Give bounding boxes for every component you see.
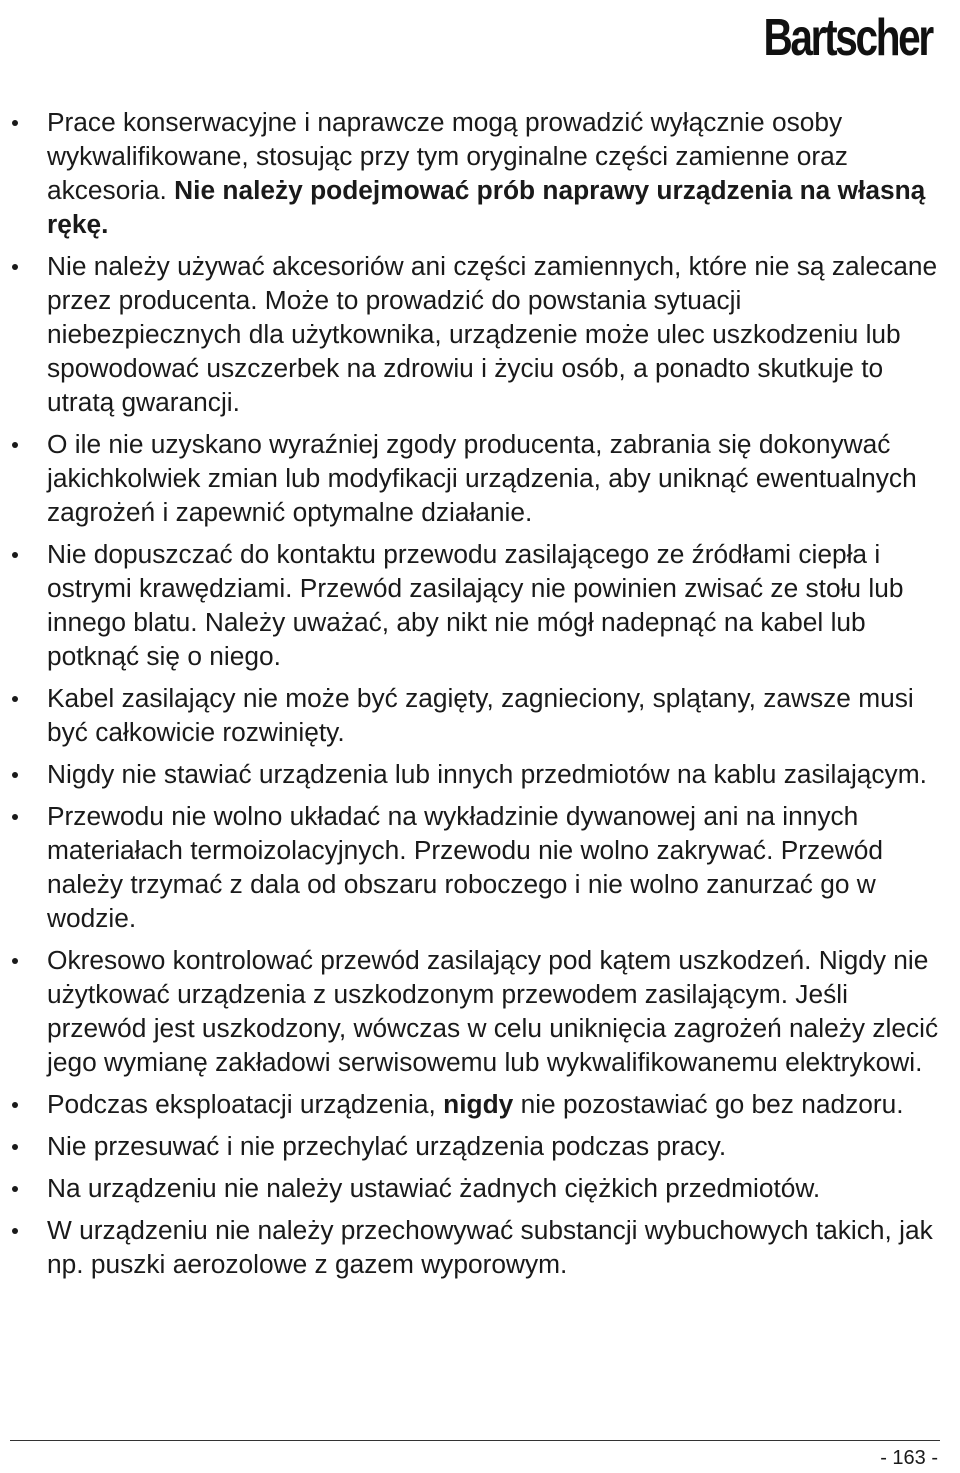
bullet-icon xyxy=(12,1102,18,1108)
list-item: Nigdy nie stawiać urządzenia lub innych przedmiotów na kablu zasilającym. xyxy=(0,757,960,791)
list-item: Kabel zasilający nie może być zagięty, zagnieciony, splątany, zawsze musi być całkowicie rozwinięty. xyxy=(0,681,960,749)
bullet-icon xyxy=(12,442,18,448)
bold-text: Nie należy podejmować prób naprawy urządzenia na własną rękę. xyxy=(47,175,926,239)
brand-logo xyxy=(716,4,932,72)
footer-divider xyxy=(10,1440,940,1441)
list-item: Podczas eksploatacji urządzenia, nigdy nie pozostawiać go bez nadzoru. xyxy=(0,1087,960,1121)
bullet-icon xyxy=(12,958,18,964)
bullet-icon xyxy=(12,1186,18,1192)
list-item: W urządzeniu nie należy przechowywać substancji wybuchowych takich, jak np. puszki aerozolowe z gazem wyporowym. xyxy=(0,1213,960,1281)
bullet-icon xyxy=(12,1144,18,1150)
list-item: Nie przesuwać i nie przechylać urządzenia podczas pracy. xyxy=(0,1129,960,1163)
list-item: Nie dopuszczać do kontaktu przewodu zasilającego ze źródłami ciepła i ostrymi krawędziami. Przewód zasilający nie powinien zwisać ze stołu lub innego blatu. Należy uważać, aby nikt nie mógł nadepnąć na kabel lub potknąć się o niego. xyxy=(0,537,960,673)
bullet-icon xyxy=(12,696,18,702)
list-item: Na urządzeniu nie należy ustawiać żadnych ciężkich przedmiotów. xyxy=(0,1171,960,1205)
bullet-icon xyxy=(12,120,18,126)
list-item: Przewodu nie wolno układać na wykładzinie dywanowej ani na innych materiałach termoizolacyjnych. Przewodu nie wolno zakrywać. Przewód należy trzymać z dala od obszaru roboczego i nie wolno zanurzać go w wodzie. xyxy=(0,799,960,935)
bold-text: nigdy xyxy=(443,1089,514,1119)
safety-instructions xyxy=(0,105,960,1289)
list-item: O ile nie uzyskano wyraźniej zgody producenta, zabrania się dokonywać jakichkolwiek zmian lub modyfikacji urządzenia, aby uniknąć ewentualnych zagrożeń i zapewnić optymalne działanie. xyxy=(0,427,960,529)
bullet-icon xyxy=(12,814,18,820)
bullet-list xyxy=(0,105,960,1281)
logo-text: Bartscher xyxy=(763,9,932,67)
bullet-icon xyxy=(12,1228,18,1234)
list-item: Nie należy używać akcesoriów ani części zamiennych, które nie są zalecane przez producenta. Może to prowadzić do powstania sytuacji niebezpiecznych dla użytkownika, urządzenie może ulec uszkodzeniu lub spowodować uszczerbek na zdrowiu i życiu osób, a ponadto skutkuje to utratą gwarancji. xyxy=(0,249,960,419)
bullet-icon xyxy=(12,552,18,558)
bullet-icon xyxy=(12,772,18,778)
bullet-icon xyxy=(12,264,18,270)
list-item: Prace konserwacyjne i naprawcze mogą prowadzić wyłącznie osoby wykwalifikowane, stosując przy tym oryginalne części zamienne oraz akcesoria. Nie należy podejmować prób naprawy urządzenia na własną rękę. xyxy=(0,105,960,241)
page-number: - 163 - xyxy=(880,1447,938,1469)
list-item: Okresowo kontrolować przewód zasilający pod kątem uszkodzeń. Nigdy nie użytkować urządzenia z uszkodzonym przewodem zasilającym. Jeśli przewód jest uszkodzony, wówczas w celu uniknięcia zagrożeń należy zlecić jego wymianę zakładowi serwisowemu lub wykwalifikowanemu elektrykowi. xyxy=(0,943,960,1079)
